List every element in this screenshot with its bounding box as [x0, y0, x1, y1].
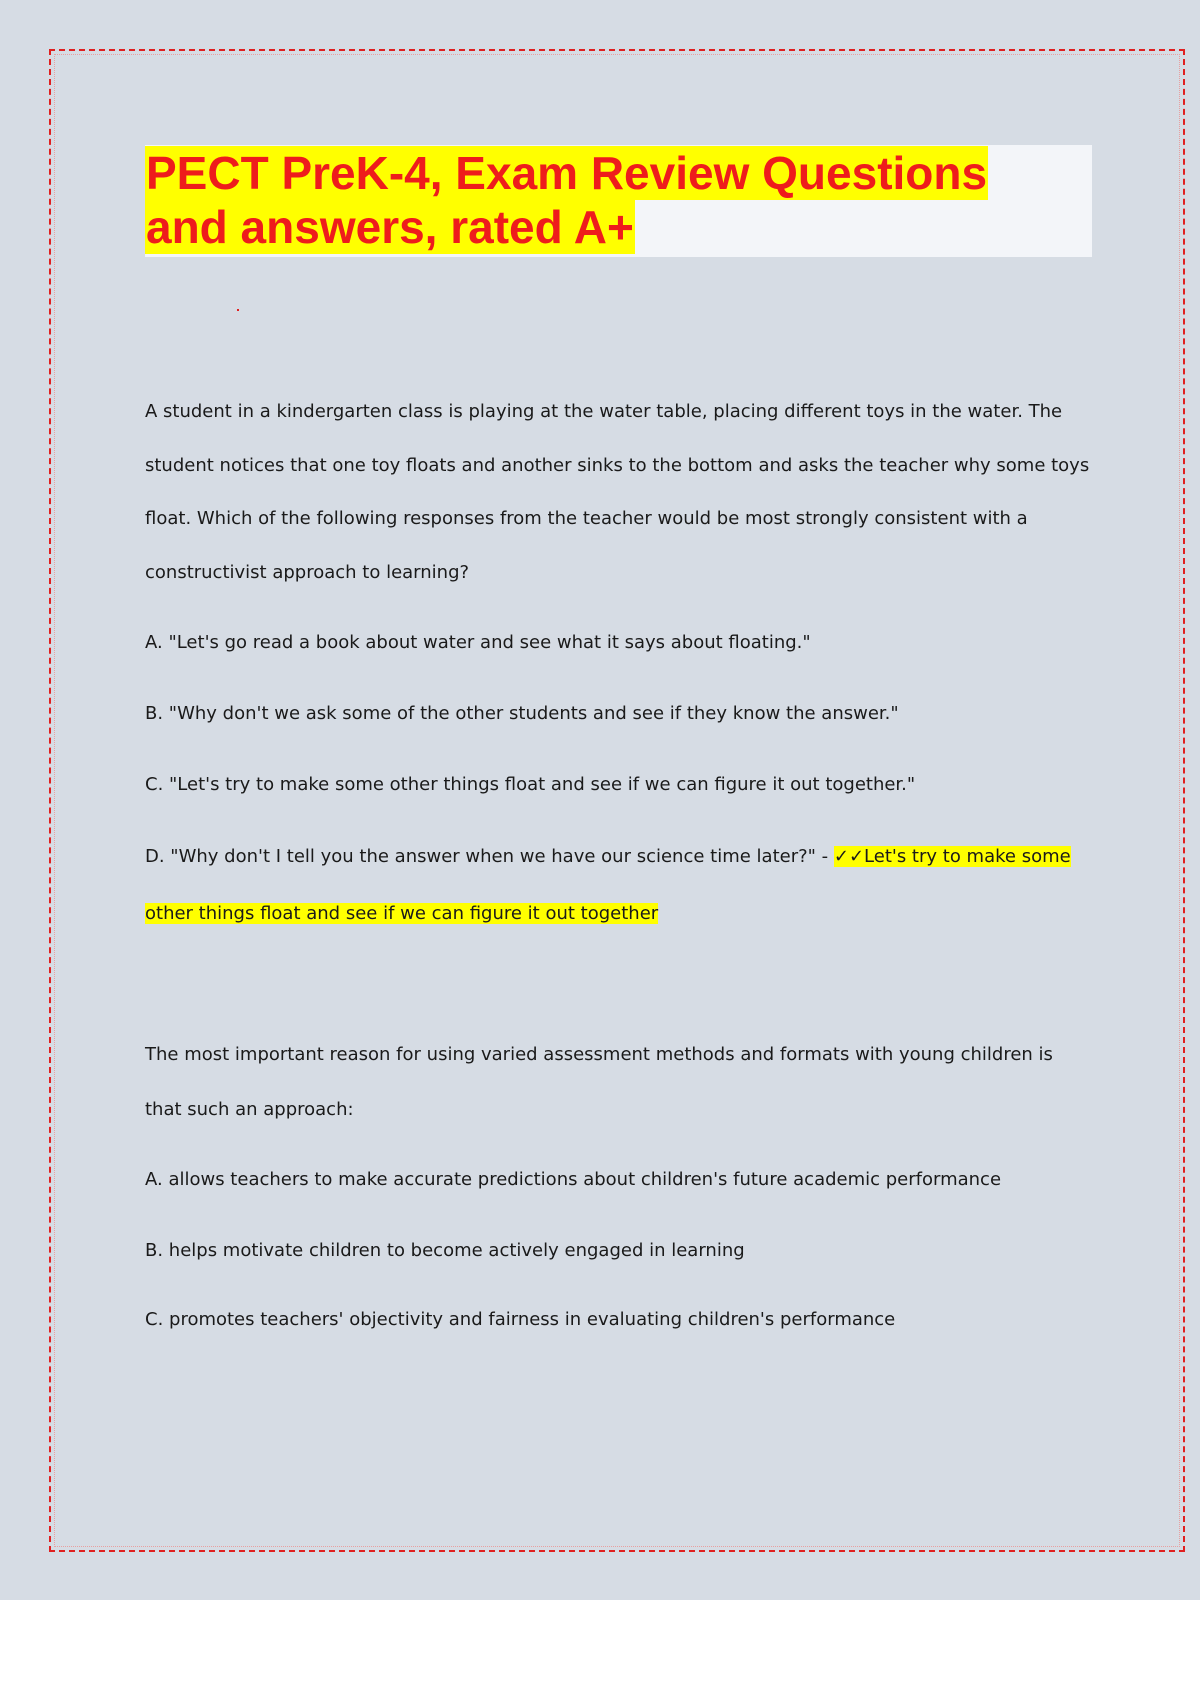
question-1-answer-part-2: other things float and see if we can figure it out together [145, 903, 659, 924]
question-1-stem-line-4: constructivist approach to learning? [145, 562, 470, 583]
question-2-option-c: C. promotes teachers' objectivity and fairness in evaluating children's performance [145, 1309, 896, 1330]
question-1-option-d-line [145, 845, 1071, 869]
question-2-option-a: A. allows teachers to make accurate predictions about children's future academic performance [145, 1169, 1002, 1190]
red-dot-mark [237, 309, 239, 311]
question-1-option-c: C. "Let's try to make some other things float and see if we can figure it out together." [145, 774, 916, 795]
page-title-line-1: PECT PreK-4, Exam Review Questions [146, 147, 988, 199]
question-1-stem-line-3: float. Which of the following responses from the teacher would be most strongly consistent with a [145, 508, 1028, 529]
question-2-stem-line-2: that such an approach: [145, 1099, 354, 1120]
question-1-stem-line-2: student notices that one toy floats and another sinks to the bottom and asks the teacher why some toys [145, 455, 1090, 476]
question-1-option-b: B. "Why don't we ask some of the other students and see if they know the answer." [145, 703, 899, 724]
question-2-option-b: B. helps motivate children to become actively engaged in learning [145, 1240, 745, 1261]
question-1-answer-line-2 [145, 902, 658, 926]
question-1-option-a: A. "Let's go read a book about water and see what it says about floating." [145, 632, 811, 653]
question-1-stem-line-1: A student in a kindergarten class is playing at the water table, placing different toys in the water. The [145, 401, 1063, 422]
question-2-stem-line-1: The most important reason for using varied assessment methods and formats with young children is [145, 1044, 1053, 1065]
question-1-option-d: D. "Why don't I tell you the answer when we have our science time later?" - [145, 846, 834, 867]
question-1-answer-part-1: ✓✓Let's try to make some [833, 846, 1071, 867]
page-title-line-2: and answers, rated A+ [146, 201, 634, 253]
